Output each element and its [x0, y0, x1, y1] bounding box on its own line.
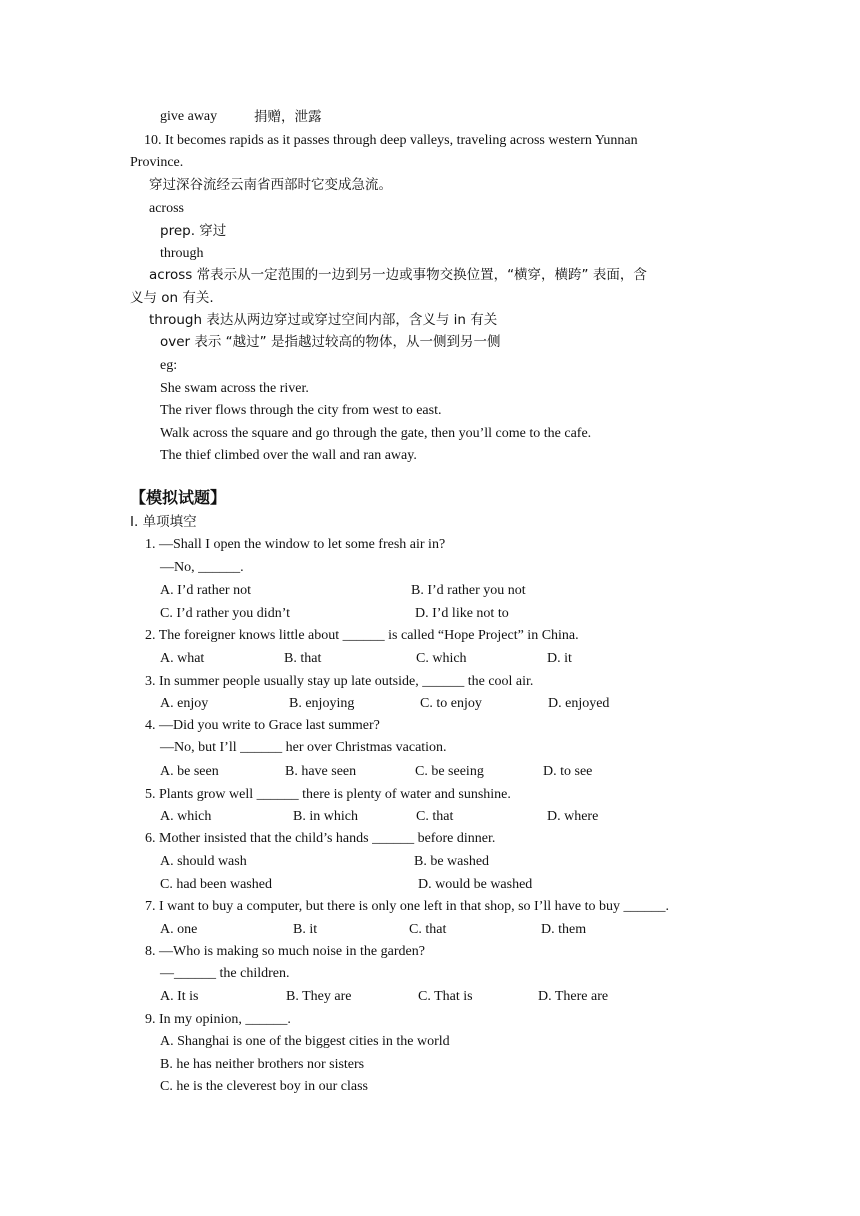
option-c[interactable]: C. That is	[418, 989, 473, 1004]
option-a[interactable]: A. which	[160, 809, 212, 824]
option-b[interactable]: B. that	[284, 651, 322, 666]
option-a[interactable]: A. one	[160, 922, 198, 937]
part-heading: I. 单项填空	[130, 514, 197, 530]
option-a[interactable]: A. I’d rather not	[160, 583, 251, 598]
option-c[interactable]: C. that	[409, 922, 447, 937]
question-stem: —No, ______.	[160, 560, 244, 575]
question-stem: 7. I want to buy a computer, but there is only one left in that shop, so I’ll have to buy ______.	[145, 899, 669, 914]
phrase-give-away-translation: 捐赠，泄露	[254, 109, 322, 125]
word-through: through	[160, 246, 204, 261]
option-b[interactable]: B. enjoying	[289, 696, 355, 711]
option-d[interactable]: D. them	[541, 922, 587, 937]
word-prep: prep. 穿过	[160, 223, 227, 239]
question-stem: 9. In my opinion, ______.	[145, 1012, 291, 1027]
option-b[interactable]: B. in which	[293, 809, 358, 824]
option-a[interactable]: A. enjoy	[160, 696, 209, 711]
option-d[interactable]: D. enjoyed	[548, 696, 610, 711]
across-note-line1: across 常表示从一定范围的一边到另一边或事物交换位置，“横穿，横跨” 表面，含	[149, 267, 647, 283]
question-stem: 8. —Who is making so much noise in the garden?	[145, 944, 425, 959]
example-sentence: The river flows through the city from west to east.	[160, 403, 442, 418]
option-b[interactable]: B. I’d rather you not	[411, 583, 526, 598]
question-stem: 4. —Did you write to Grace last summer?	[145, 718, 380, 733]
over-note: over 表示 “越过” 是指越过较高的物体，从一侧到另一侧	[160, 334, 501, 350]
option-b[interactable]: B. be washed	[414, 854, 490, 869]
option-d[interactable]: D. where	[547, 809, 599, 824]
question-stem: 5. Plants grow well ______ there is plenty of water and sunshine.	[145, 787, 511, 802]
option-c[interactable]: C. be seeing	[415, 764, 484, 779]
question-stem: 3. In summer people usually stay up late outside, ______ the cool air.	[145, 674, 534, 689]
option-d[interactable]: D. to see	[543, 764, 593, 779]
option-d[interactable]: D. I’d like not to	[415, 606, 509, 621]
through-note: through 表达从两边穿过或穿过空间内部，含义与 in 有关	[149, 312, 498, 328]
option-c[interactable]: C. which	[416, 651, 467, 666]
example-sentence: She swam across the river.	[160, 381, 309, 396]
sentence-10-line2: Province.	[130, 155, 184, 170]
question-stem: 1. —Shall I open the window to let some fresh air in?	[145, 537, 446, 552]
option-d[interactable]: D. it	[547, 651, 572, 666]
example-sentence: Walk across the square and go through the gate, then you’ll come to the cafe.	[160, 426, 592, 441]
question-stem: —No, but I’ll ______ her over Christmas vacation.	[160, 740, 447, 755]
option-a[interactable]: A. be seen	[160, 764, 219, 779]
option-b[interactable]: B. have seen	[285, 764, 357, 779]
section-title: 【模拟试题】	[130, 488, 227, 507]
question-stem: —______ the children.	[160, 966, 290, 981]
option-a[interactable]: A. It is	[160, 989, 199, 1004]
example-sentence: The thief climbed over the wall and ran away.	[160, 448, 417, 463]
sentence-10-line1: 10. It becomes rapids as it passes through deep valleys, traveling across western Yunnan	[144, 133, 638, 148]
option-c[interactable]: C. that	[416, 809, 454, 824]
option-a[interactable]: A. should wash	[160, 854, 247, 869]
option-c[interactable]: C. had been washed	[160, 877, 272, 892]
option-c[interactable]: C. he is the cleverest boy in our class	[160, 1079, 369, 1094]
option-b[interactable]: B. he has neither brothers nor sisters	[160, 1057, 365, 1072]
sentence-10-translation: 穿过深谷流经云南省西部时它变成急流。	[149, 177, 392, 193]
eg-label: eg:	[160, 358, 178, 373]
option-c[interactable]: C. to enjoy	[420, 696, 482, 711]
option-a[interactable]: A. Shanghai is one of the biggest cities in the world	[160, 1034, 450, 1049]
option-d[interactable]: D. would be washed	[418, 877, 533, 892]
question-stem: 6. Mother insisted that the child’s hands ______ before dinner.	[145, 831, 496, 846]
across-note-line2: 义与 on 有关.	[130, 290, 214, 306]
option-b[interactable]: B. it	[293, 922, 318, 937]
option-a[interactable]: A. what	[160, 651, 205, 666]
option-d[interactable]: D. There are	[538, 989, 609, 1004]
phrase-give-away: give away	[160, 109, 218, 124]
option-b[interactable]: B. They are	[286, 989, 352, 1004]
option-c[interactable]: C. I’d rather you didn’t	[160, 606, 290, 621]
question-stem: 2. The foreigner knows little about ______ is called “Hope Project” in China.	[145, 628, 579, 643]
word-across: across	[149, 201, 184, 216]
